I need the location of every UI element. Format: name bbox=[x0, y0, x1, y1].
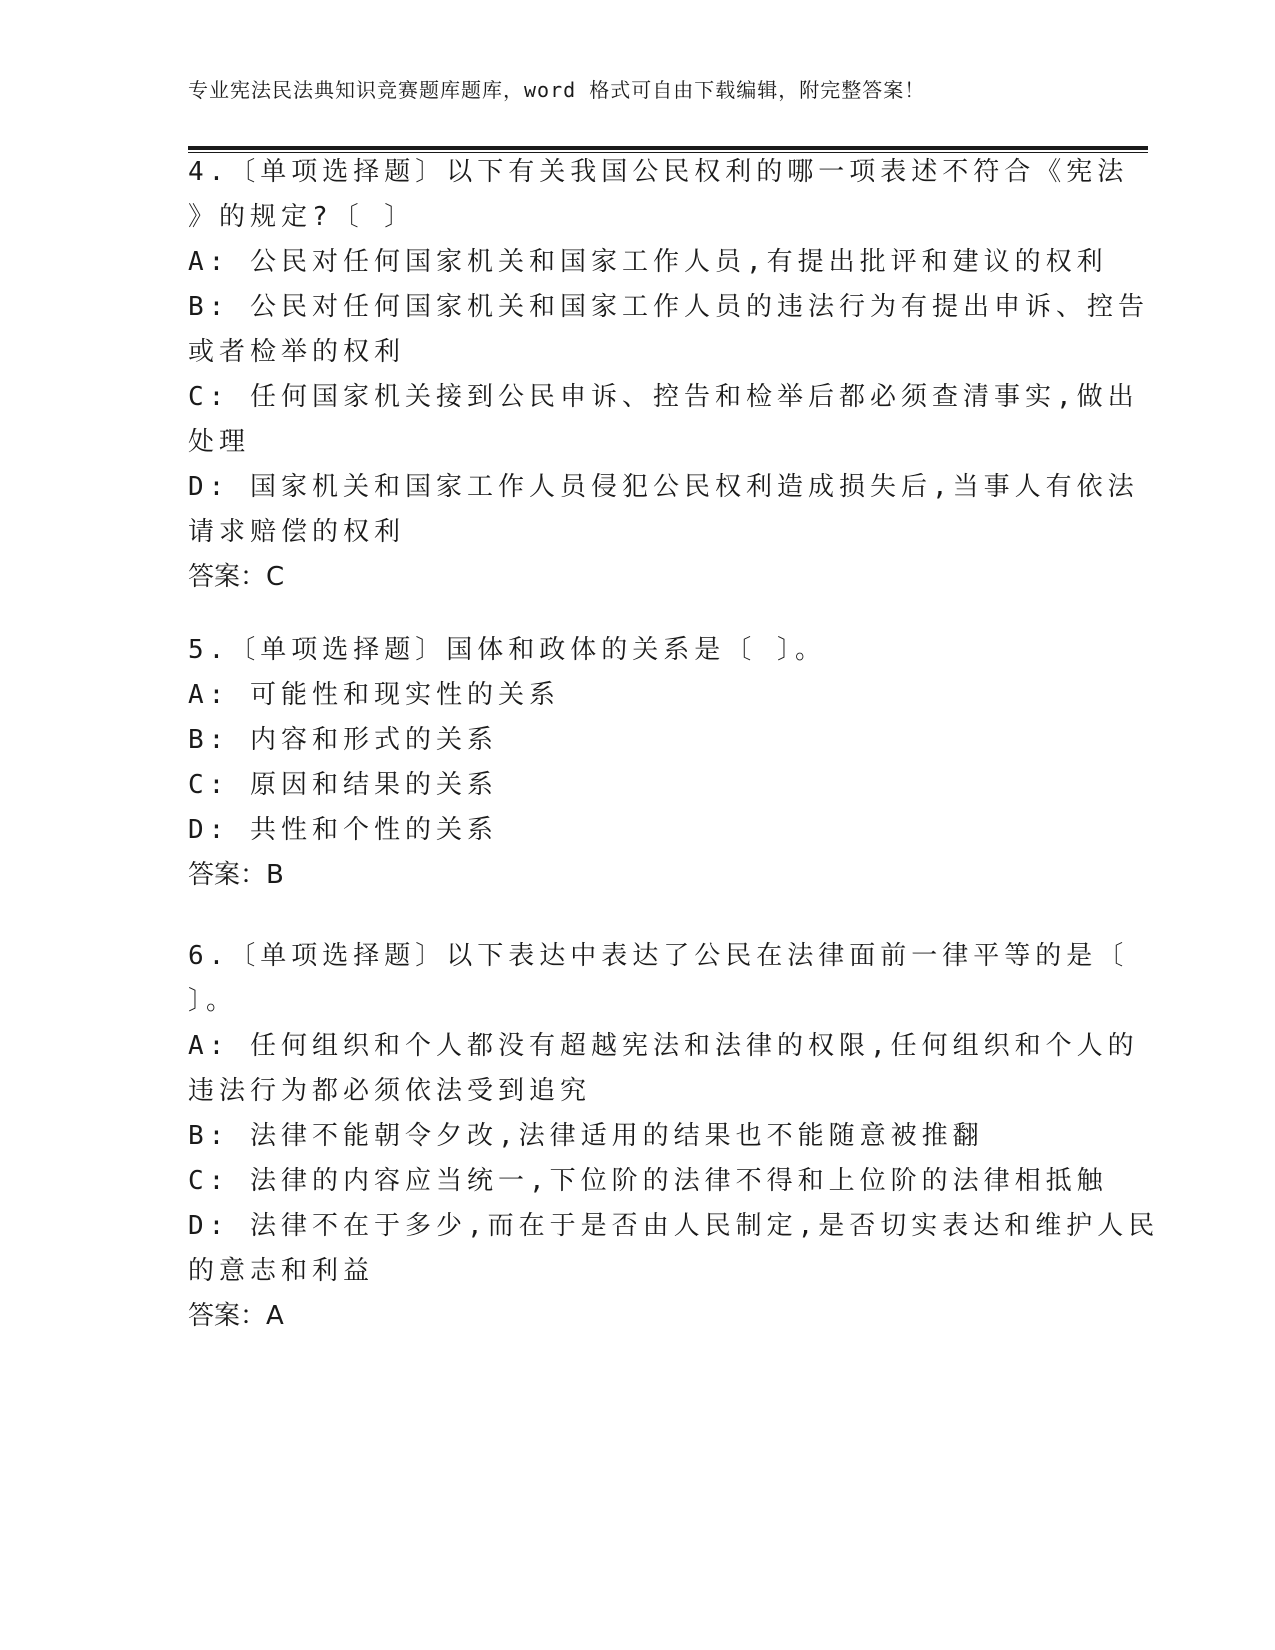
option-a: A: 任何组织和个人都没有超越宪法和法律的权限,任何组织和个人的 bbox=[188, 1031, 1139, 1061]
option-c: C: 法律的内容应当统一,下位阶的法律不得和上位阶的法律相抵触 bbox=[188, 1166, 1108, 1196]
option-d: D: 共性和个性的关系 bbox=[188, 815, 498, 845]
option-d-continued: 的意志和利益 bbox=[188, 1256, 375, 1286]
question-6 bbox=[188, 934, 1160, 1339]
question-4 bbox=[188, 150, 1149, 600]
option-b-continued: 或者检举的权利 bbox=[188, 337, 406, 367]
answer: 答案：B bbox=[188, 860, 284, 890]
question-5 bbox=[188, 628, 1088, 898]
question-stem: 5.〔单项选择题〕国体和政体的关系是〔 〕。 bbox=[188, 635, 826, 665]
question-stem: 〕。 bbox=[188, 986, 238, 1016]
option-a: A: 公民对任何国家机关和国家工作人员,有提出批评和建议的权利 bbox=[188, 247, 1108, 277]
option-b: B: 内容和形式的关系 bbox=[188, 725, 498, 755]
page-header: 专业宪法民法典知识竞赛题库题库，word 格式可自由下载编辑，附完整答案！ bbox=[188, 78, 926, 102]
question-stem: 4.〔单项选择题〕以下有关我国公民权利的哪一项表述不符合《宪法 bbox=[188, 157, 1129, 187]
answer: 答案：A bbox=[188, 1301, 284, 1331]
option-d-continued: 请求赔偿的权利 bbox=[188, 517, 406, 547]
option-a-continued: 违法行为都必须依法受到追究 bbox=[188, 1076, 592, 1106]
option-d: D: 法律不在于多少,而在于是否由人民制定,是否切实表达和维护人民 bbox=[188, 1211, 1160, 1241]
answer: 答案：C bbox=[188, 562, 285, 592]
option-d: D: 国家机关和国家工作人员侵犯公民权利造成损失后,当事人有依法 bbox=[188, 472, 1139, 502]
question-stem: 》的规定?〔 〕 bbox=[188, 202, 416, 232]
option-a: A: 可能性和现实性的关系 bbox=[188, 680, 560, 710]
option-b: B: 公民对任何国家机关和国家工作人员的违法行为有提出申诉、控告 bbox=[188, 292, 1149, 322]
question-stem: 6.〔单项选择题〕以下表达中表达了公民在法律面前一律平等的是〔 bbox=[188, 941, 1129, 971]
option-b: B: 法律不能朝令夕改,法律适用的结果也不能随意被推翻 bbox=[188, 1121, 984, 1151]
option-c-continued: 处理 bbox=[188, 427, 251, 457]
option-c: C: 任何国家机关接到公民申诉、控告和检举后都必须查清事实,做出 bbox=[188, 382, 1139, 412]
option-c: C: 原因和结果的关系 bbox=[188, 770, 498, 800]
